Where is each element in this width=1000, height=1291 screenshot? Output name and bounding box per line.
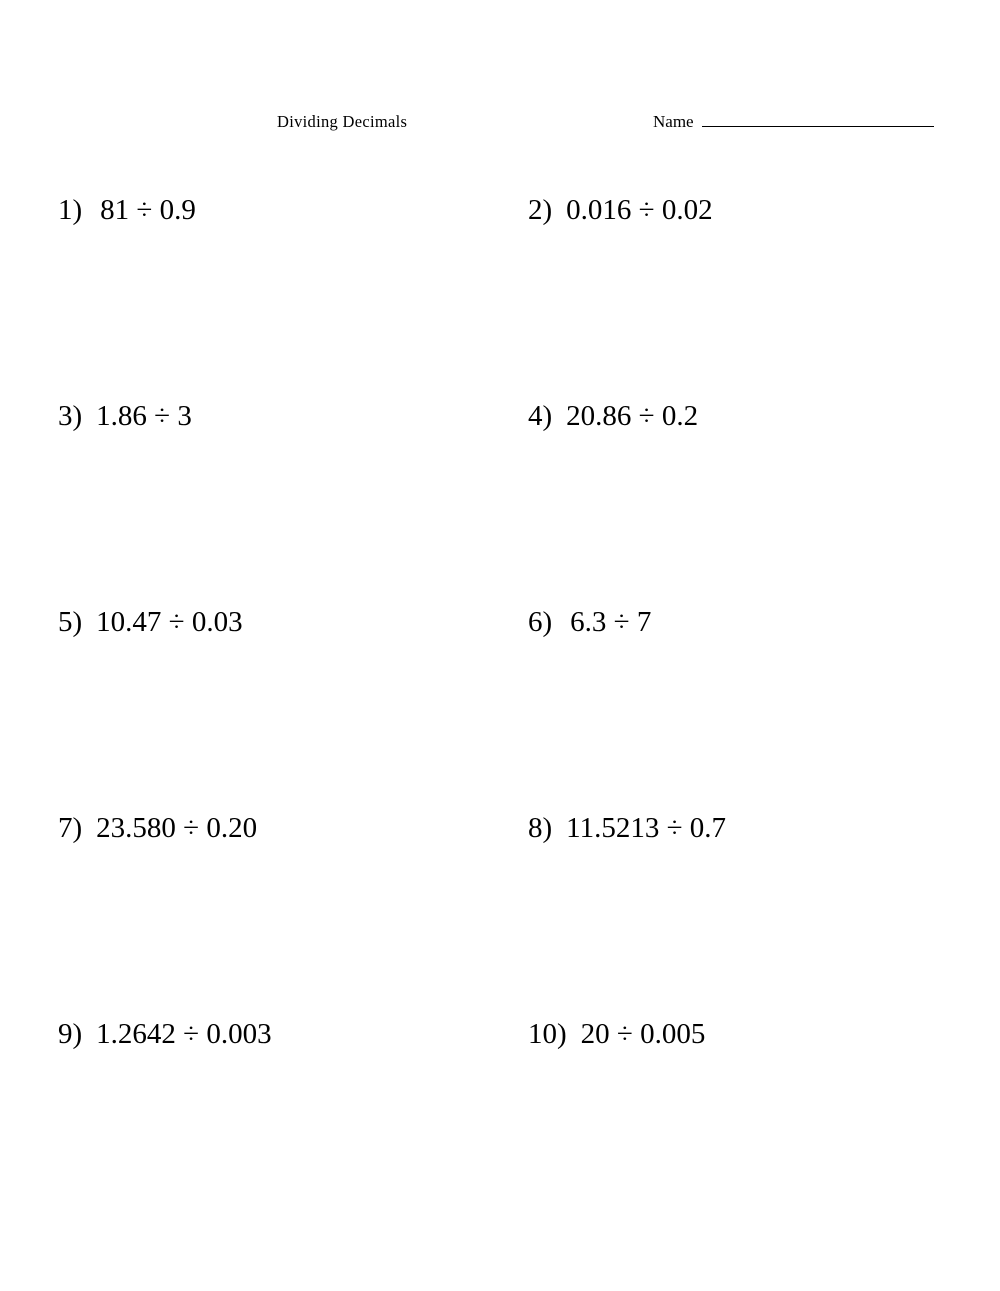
problem-row [0, 196, 1000, 402]
problem-item-9 [58, 1020, 272, 1049]
problem-number: 7) [58, 812, 83, 844]
problem-row [0, 608, 1000, 814]
problem-number: 8) [528, 812, 553, 844]
problem-number: 1) [58, 194, 83, 226]
name-field-group [653, 112, 934, 132]
problem-item-3 [58, 402, 192, 431]
worksheet-header [0, 112, 1000, 152]
problem-row [0, 1020, 1000, 1226]
problem-number: 9) [58, 1018, 83, 1050]
problem-number: 6) [528, 606, 553, 638]
problem-item-2 [528, 196, 713, 225]
problem-expression: 0.016 ÷ 0.02 [566, 194, 713, 226]
problem-number: 5) [58, 606, 83, 638]
problem-expression: 1.2642 ÷ 0.003 [96, 1018, 272, 1050]
name-label: Name [653, 112, 694, 131]
problem-expression: 10.47 ÷ 0.03 [96, 606, 243, 638]
problem-expression: 6.3 ÷ 7 [570, 606, 652, 638]
problem-list [0, 196, 1000, 1226]
problem-number: 2) [528, 194, 553, 226]
problem-item-8 [528, 814, 726, 843]
problem-item-10 [528, 1020, 705, 1049]
problem-expression: 23.580 ÷ 0.20 [96, 812, 258, 844]
problem-row [0, 814, 1000, 1020]
problem-row [0, 402, 1000, 608]
problem-number: 4) [528, 400, 553, 432]
problem-item-7 [58, 814, 257, 843]
problem-number: 3) [58, 400, 83, 432]
problem-expression: 11.5213 ÷ 0.7 [566, 812, 727, 844]
problem-item-4 [528, 402, 698, 431]
problem-item-6 [528, 608, 651, 637]
problem-expression: 81 ÷ 0.9 [100, 194, 196, 226]
problem-number: 10) [528, 1018, 567, 1050]
problem-expression: 20 ÷ 0.005 [580, 1018, 706, 1050]
name-input-line[interactable] [702, 112, 934, 127]
problem-item-5 [58, 608, 243, 637]
problem-expression: 20.86 ÷ 0.2 [566, 400, 699, 432]
page-title: Dividing Decimals [277, 112, 408, 131]
problem-expression: 1.86 ÷ 3 [96, 400, 192, 432]
problem-item-1 [58, 196, 196, 225]
